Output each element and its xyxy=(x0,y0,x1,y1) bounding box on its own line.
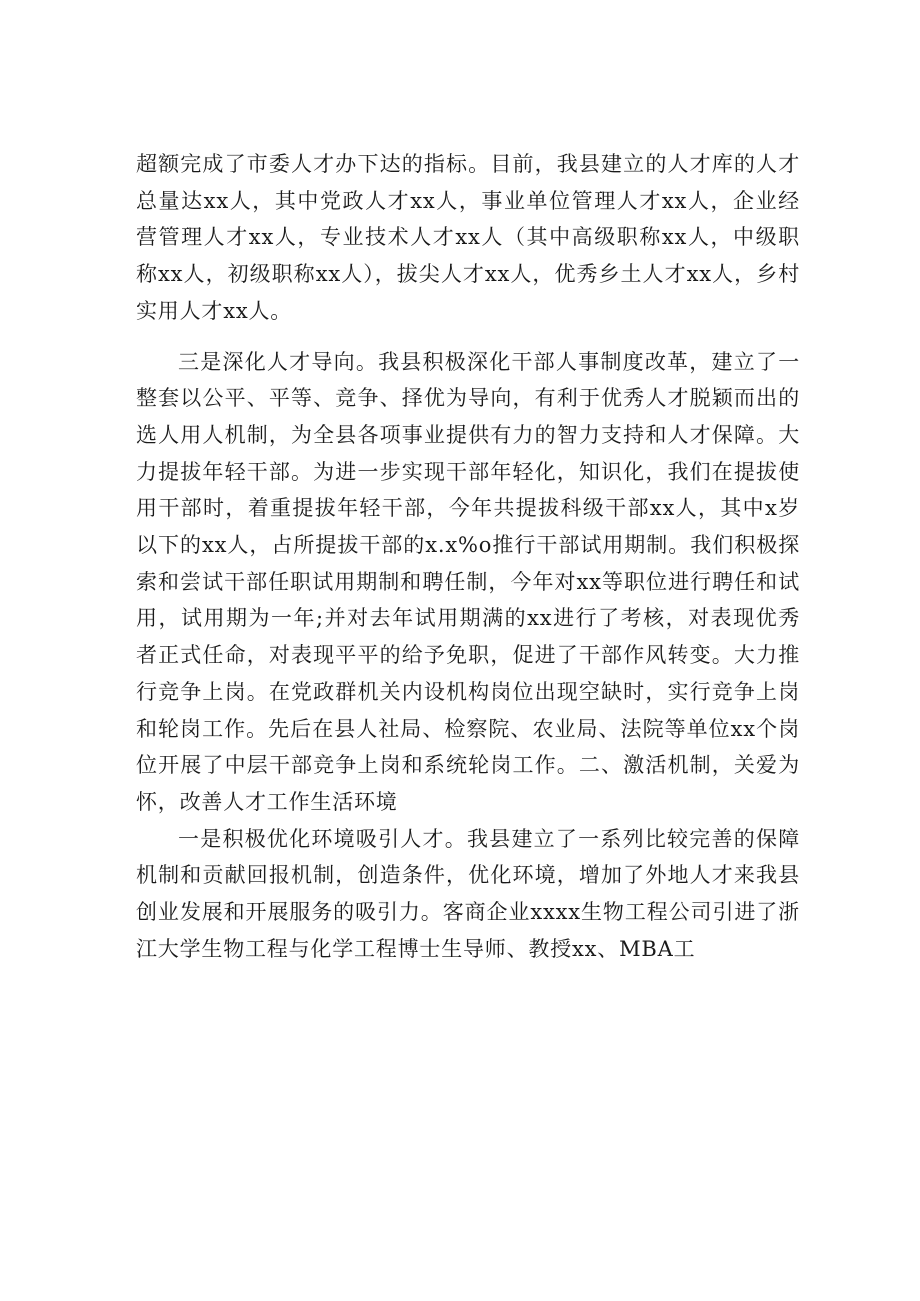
paragraph-talent-orientation: 三是深化人才导向。我县积极深化干部人事制度改革，建立了一整套以公平、平等、竞争、择优为导向，有利于优秀人才脱颖而出的选人用人机制，为全县各项事业提供有力的智力支持和人才保障。大力提拔年轻干部。为进一步实现干部年轻化，知识化，我们在提拔使用干部时，着重提拔年轻干部，今年共提拔科级干部xx人，其中x岁以下的xx人，占所提拔干部的x.x%o推行干部试用期制。我们积极探索和尝试干部任职试用期制和聘任制，今年对xx等职位进行聘任和试用，试用期为一年;并对去年试用期满的xx进行了考核，对表现优秀者正式任命，对表现平平的给予免职，促进了干部作风转变。大力推行竞争上岗。在党政群机关内设机构岗位出现空缺时，实行竞争上岗和轮岗工作。先后在县人社局、检察院、农业局、法院等单位xx个岗位开展了中层干部竞争上岗和系统轮岗工作。二、激活机制，关爱为怀，改善人才工作生活环境 xyxy=(136,349,800,814)
paragraph-gap xyxy=(136,330,800,344)
document-body xyxy=(136,146,800,967)
paragraph-environment: 一是积极优化环境吸引人才。我县建立了一系列比较完善的保障机制和贡献回报机制，创造条件，优化环境，增加了外地人才来我县创业发展和开展服务的吸引力。客商企业xxxx生物工程公司引进了浙江大学生物工程与化学工程博士生导师、教授xx、MBA工 xyxy=(136,826,800,961)
paragraph-talent-pool: 超额完成了市委人才办下达的指标。目前，我县建立的人才库的人才总量达xx人，其中党政人才xx人，事业单位管理人才xx人，企业经营管理人才xx人，专业技术人才xx人（其中高级职称xx人，中级职称xx人，初级职称xx人），拔尖人才xx人，优秀乡土人才xx人，乡村实用人才xx人。 xyxy=(136,152,800,323)
